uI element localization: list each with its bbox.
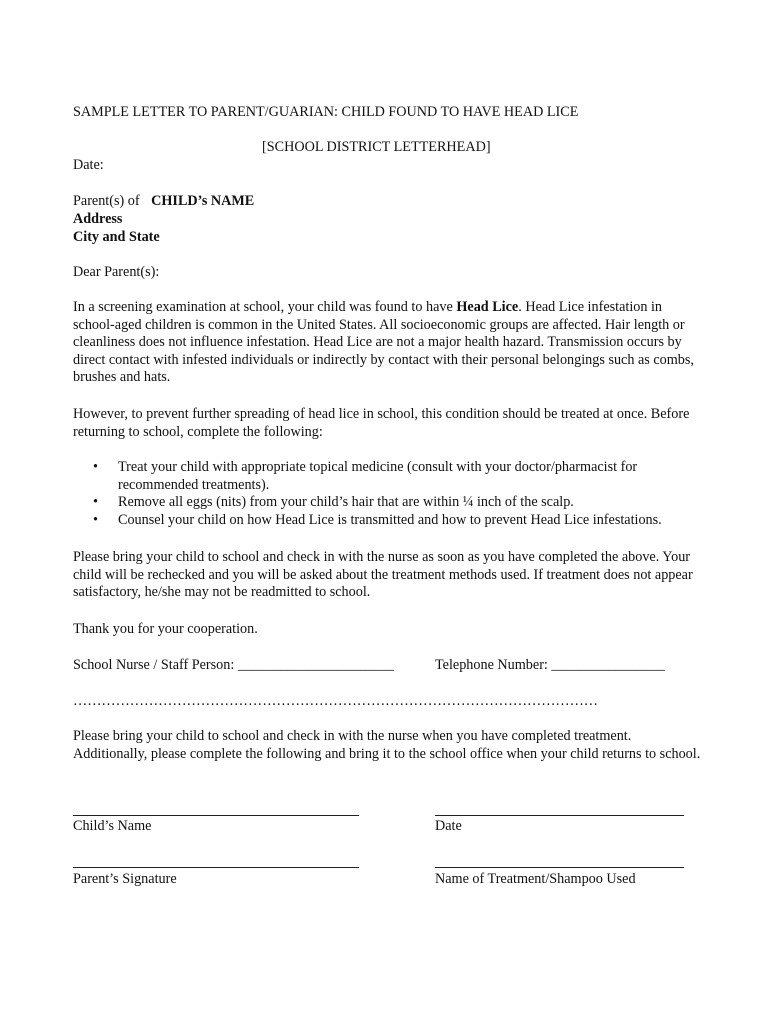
thanks-line: Thank you for your cooperation. [73, 621, 258, 637]
address-placeholder: Address [73, 211, 123, 227]
telephone-field-label: Telephone Number: ________________ [435, 657, 665, 673]
paragraph-screening-start: In a screening examination at school, your child was found to have [73, 299, 457, 315]
parent-signature-line[interactable] [73, 867, 359, 868]
childs-name-signature-line[interactable] [73, 815, 359, 816]
recipient-line [73, 192, 254, 210]
city-state-placeholder: City and State [73, 229, 160, 245]
date-label: Date: [73, 157, 104, 173]
list-item [73, 494, 713, 512]
date-signature-line[interactable] [435, 815, 684, 816]
salutation: Dear Parent(s): [73, 264, 160, 280]
paragraph-return-form: Please bring your child to school and check in with the nurse when you have completed treatment. Additionally, please complete the following and bring it to the school office when your child returns to school. [73, 728, 701, 762]
paragraph-recheck: Please bring your child to school and check in with the nurse as soon as you have completed the above. Your child will be rechecked and you will be asked about the treatment methods used. If treatment does not appear satisfactory, he/she may not be readmitted to school. [73, 549, 693, 601]
list-item [73, 459, 713, 494]
bullet-icon: • [93, 511, 98, 528]
instructions-list [73, 459, 713, 529]
letter-title: SAMPLE LETTER TO PARENT/GUARIAN: CHILD FOUND TO HAVE HEAD LICE [73, 104, 579, 120]
list-item [73, 512, 713, 530]
paragraph-prevention: However, to prevent further spreading of head lice in school, this condition should be treated at once. Before returning to school, complete the following: [73, 406, 690, 440]
bullet-icon: • [93, 459, 98, 475]
letterhead-placeholder: [SCHOOL DISTRICT LETTERHEAD] [262, 139, 491, 155]
paragraph-screening-rest: . Head Lice infestation in school-aged children is common in the United States. All socioeconomic groups are affected. Hair length or cleanliness does not influence infestation. Head Lice are not a major health hazard. Transmission occurs by direct contact with infested individuals or indirectly by contact with their personal belongings such as combs, brushes and hats. [73, 299, 694, 386]
head-lice-emphasis: Head Lice [456, 299, 519, 315]
list-item-text: Counsel your child on how Head Lice is transmitted and how to prevent Head Lice infestations. [118, 511, 662, 528]
parent-signature-label: Parent’s Signature [73, 871, 177, 887]
list-item-text: Treat your child with appropriate topical medicine (consult with your doctor/pharmacist for recommended treatments). [118, 459, 638, 493]
childs-name-label: Child’s Name [73, 818, 152, 834]
paragraph-screening [73, 299, 703, 387]
recipient-prefix: Parent(s) of [73, 193, 140, 209]
date-field-label: Date [435, 818, 462, 834]
child-name-placeholder: CHILD’s NAME [151, 193, 255, 209]
cut-divider: ………………………………………………………………………………………………… [73, 693, 598, 709]
treatment-signature-line[interactable] [435, 867, 684, 868]
list-item-text: Remove all eggs (nits) from your child’s hair that are within ¼ inch of the scalp. [118, 494, 574, 511]
nurse-field-label: School Nurse / Staff Person: ______________________ [73, 657, 394, 673]
bullet-icon: • [93, 494, 98, 511]
treatment-field-label: Name of Treatment/Shampoo Used [435, 871, 636, 887]
